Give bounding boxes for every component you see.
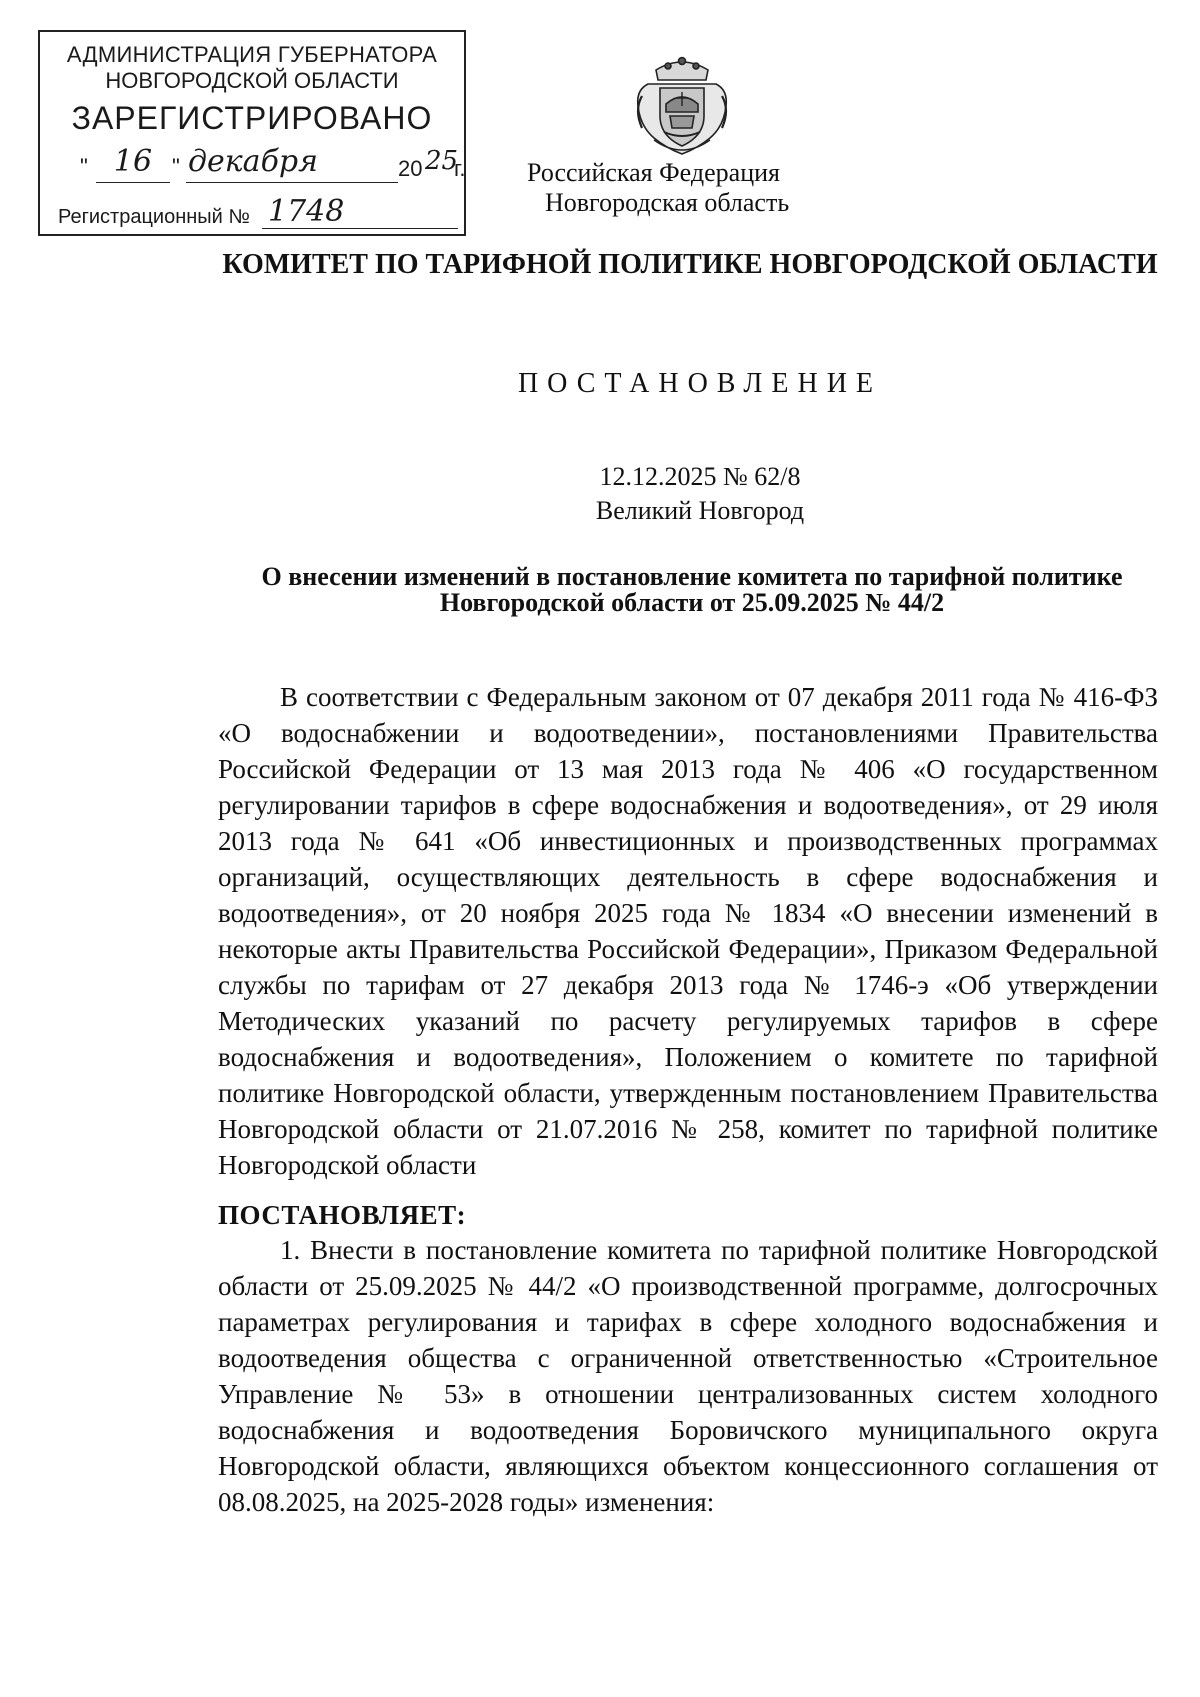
stamp-quote-open: " xyxy=(80,154,88,179)
item-1-text: Внести в постановление комитета по тарифной политике Новгородской области от 25.09.2025 № 44/2 «О производственной программе, долгосрочных параметрах регулирования и тарифах в сфере холодного водоснабжения и водоотведения общества с ограниченной ответственностью «Строительное Управление № 53» в отношении централизованных систем холодного водоснабжения и водоотведения Боровичского муниципального округа Новгородской области, являющихся объектом концессионного соглашения от 08.08.2025, на 2025-2028 годы» изменения: xyxy=(218,1235,1159,1517)
stamp-year-prefix: 20 xyxy=(398,156,423,181)
stamp-month-line xyxy=(186,182,398,183)
item-1-paragraph xyxy=(218,1232,1158,1520)
stamp-quote-close: " xyxy=(172,154,180,179)
stamp-org-line2: НОВГОРОДСКОЙ ОБЛАСТИ xyxy=(105,68,399,93)
stamp-day: 16 xyxy=(113,144,153,179)
stamp-reg-line xyxy=(262,228,458,229)
registration-stamp xyxy=(38,30,466,236)
item-1-number: 1. xyxy=(280,1235,301,1265)
stamp-month: декабря xyxy=(188,144,318,179)
resolves-heading: ПОСТАНОВЛЯЕТ: xyxy=(218,1200,467,1230)
committee-title: КОМИТЕТ ПО ТАРИФНОЙ ПОЛИТИКЕ НОВГОРОДСКОЙ ОБЛАСТИ xyxy=(222,249,1158,280)
stamp-reg-label: Регистрационный № xyxy=(58,206,250,228)
stamp-reg-number: 1748 xyxy=(268,194,345,229)
document-type: ПОСТАНОВЛЕНИЕ xyxy=(517,368,883,399)
stamp-org-line1: АДМИНИСТРАЦИЯ ГУБЕРНАТОРА xyxy=(66,42,438,67)
region-name: Новгородская область xyxy=(545,188,790,217)
coat-of-arms-icon xyxy=(626,50,738,162)
document-subject: О внесении изменений в постановление комитета по тарифной политике Новгородской области от 25.09.2025 № 44/2 xyxy=(261,562,1123,617)
document-date-number: 12.12.2025 № 62/8 xyxy=(599,462,801,491)
document-city: Великий Новгород xyxy=(595,496,805,525)
stamp-registration-row xyxy=(58,194,458,232)
stamp-year-unit: г. xyxy=(454,156,466,181)
country-name: Российская Федерация xyxy=(527,158,780,187)
stamp-year-suffix: 25 xyxy=(425,146,459,176)
stamp-date-row xyxy=(80,144,466,188)
stamp-day-line xyxy=(96,182,170,183)
stamp-status: ЗАРЕГИСТРИРОВАНО xyxy=(71,100,433,136)
preamble-paragraph: В соответствии с Федеральным законом от 07 декабря 2011 года № 416-ФЗ «О водоснабжении и водоотведении», постановлениями Правительства Российской Федерации от 13 мая 2013 года № 406 «О государственном регулировании тарифов в сфере водоснабжения и водоотведения», от 29 июля 2013 года № 641 «Об инвестиционных и производственных программах организаций, осуществляющих деятельность в сфере водоснабжения и водоотведения», от 20 ноября 2025 года № 1834 «О внесении изменений в некоторые акты Правительства Российской Федерации», Приказом Федеральной службы по тарифам от 27 декабря 2013 года № 1746-э «Об утверждении Методических указаний по расчету регулируемых тарифов в сфере водоснабжения и водоотведения», Положением о комитете по тарифной политике Новгородской области, утвержденным постановлением Правительства Новгородской области от 21.07.2016 № 258, комитет по тарифной политике Новгородской области xyxy=(218,682,1158,1180)
